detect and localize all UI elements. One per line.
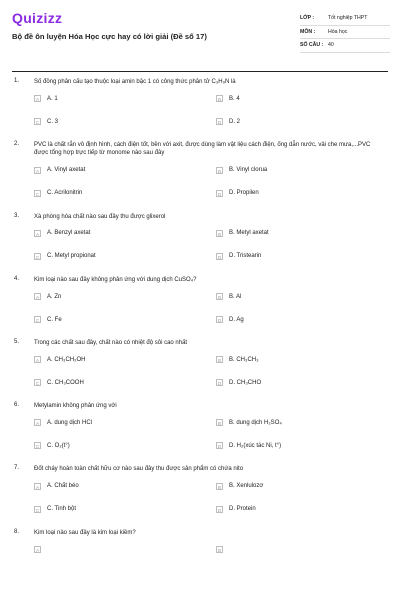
answer-row — [34, 353, 386, 366]
question-number: 6. — [14, 402, 20, 409]
option-letter-box: A — [35, 97, 40, 103]
question-number: 1. — [14, 78, 20, 84]
meta-key: SỐ CÂU : — [300, 42, 324, 49]
answer-row — [34, 313, 386, 326]
answer-row — [34, 187, 386, 200]
option-text: B. dung dịch H₂SO₄ — [229, 419, 282, 426]
question-stem: Metylamin không phản ứng với — [34, 403, 117, 410]
answer-options — [34, 543, 386, 556]
option-letter-box: B — [217, 547, 222, 553]
option-letter-box: B — [217, 97, 222, 103]
option-letter-box: B — [217, 231, 222, 237]
answer-option[interactable] — [204, 190, 386, 197]
meta-key: MÔN : — [300, 28, 316, 35]
option-text: B. CH₃CH₃ — [229, 356, 259, 363]
question-item — [14, 465, 386, 515]
answer-options — [34, 353, 386, 389]
option-text: B. 4 — [229, 95, 240, 102]
meta-row-subject — [300, 26, 390, 40]
question-item — [14, 339, 386, 389]
option-letter-box: C — [35, 381, 40, 387]
answer-option[interactable] — [34, 118, 204, 125]
answer-option[interactable] — [204, 95, 386, 102]
question-stem: PVC là chất rắn vô định hình, cách điện tốt, bền với axit, được dùng làm vật liệu cách điện, ống dẫn nước, vải che mưa,...PVC được tổng hợp trực tiếp từ monome nào sau đây — [34, 142, 371, 157]
option-text: D. 2 — [229, 118, 241, 125]
answer-option[interactable] — [204, 167, 386, 174]
option-text: C. Acrilonitrin — [47, 190, 83, 197]
option-text: A. Vinyl axetat — [47, 167, 86, 174]
option-text: B. Al — [229, 293, 242, 300]
question-stem: Kim loại nào sau đây là kim loại kiềm? — [34, 529, 136, 536]
answer-option[interactable] — [34, 379, 204, 386]
option-letter-box: B — [217, 168, 222, 174]
option-letter-box: D — [217, 381, 222, 387]
question-item — [14, 276, 386, 326]
answer-row — [34, 416, 386, 429]
option-letter-box: A — [35, 295, 40, 301]
question-stem: Trong các chất sau đây, chất nào có nhiệt độ sôi cao nhất — [34, 340, 188, 347]
question-number: 8. — [14, 528, 20, 535]
option-text: A. dung dịch HCl — [47, 419, 93, 426]
question-item — [14, 78, 386, 128]
option-letter-box: D — [217, 444, 222, 450]
answer-row — [34, 290, 386, 303]
answer-option[interactable] — [204, 316, 386, 323]
option-text: D. Protein — [229, 506, 256, 513]
answer-option[interactable] — [204, 118, 386, 125]
answer-option[interactable] — [204, 356, 386, 363]
question-item — [14, 402, 386, 452]
answer-row — [34, 227, 386, 240]
answer-option[interactable] — [204, 253, 386, 260]
meta-value: Hóa học — [328, 28, 348, 35]
option-letter-box: B — [217, 358, 222, 364]
answer-option[interactable] — [204, 506, 386, 513]
answer-option[interactable] — [34, 546, 204, 553]
answer-option[interactable] — [34, 442, 204, 449]
question-stem: Số đồng phân cấu tạo thuộc loại amin bậc 1 có công thức phân tử C₃H₉N là — [34, 79, 236, 85]
question-stem: Đốt cháy hoàn toàn chất hữu cơ nào sau đây thu được sản phẩm có chứa nito — [34, 466, 244, 473]
answer-row — [34, 439, 386, 452]
option-text: A. CH₃CH₂OH — [47, 356, 86, 363]
option-text: C. Metyl propionat — [47, 253, 96, 260]
question-number: 3. — [14, 212, 20, 219]
option-text: C. 3 — [47, 118, 59, 125]
option-text: D. Ag — [229, 316, 244, 323]
option-letter-box: A — [35, 484, 40, 490]
option-letter-box: A — [35, 168, 40, 174]
meta-value: Tốt nghiệp THPT — [328, 15, 368, 22]
option-text: D. H₂(xúc tác Ni, t°) — [229, 442, 282, 449]
option-letter-box: A — [35, 358, 40, 364]
option-text: D. CH₃CHO — [229, 379, 262, 386]
option-letter-box: D — [217, 254, 222, 260]
meta-value: 40 — [328, 42, 334, 49]
worksheet-meta — [300, 12, 390, 53]
answer-option[interactable] — [34, 316, 204, 323]
option-letter-box: D — [217, 120, 222, 126]
header-divider — [12, 71, 388, 72]
answer-options — [34, 480, 386, 516]
quizizz-logo: Quizizz — [12, 10, 63, 26]
answer-option[interactable] — [34, 506, 204, 513]
option-letter-box: D — [217, 191, 222, 197]
answer-option[interactable] — [204, 442, 386, 449]
answer-option[interactable] — [34, 230, 204, 237]
answer-options — [34, 416, 386, 452]
option-text: D. Tristearin — [229, 253, 262, 260]
option-text: C. Tinh bột — [47, 506, 77, 513]
answer-option[interactable] — [34, 293, 204, 300]
question-stem: Xà phòng hóa chất nào sau đây thu được glixerol — [34, 213, 166, 220]
option-letter-box: C — [35, 120, 40, 126]
question-number: 7. — [14, 465, 20, 472]
option-letter-box: A — [35, 231, 40, 237]
answer-option[interactable] — [204, 419, 386, 426]
option-letter-box: D — [217, 318, 222, 324]
option-text: A. Chất béo — [47, 483, 79, 490]
option-text: B. Xenlulozơ — [229, 483, 264, 490]
option-letter-box: A — [35, 547, 40, 553]
answer-option[interactable] — [34, 419, 204, 426]
answer-option[interactable] — [34, 253, 204, 260]
answer-option[interactable] — [204, 293, 386, 300]
option-letter-box: C — [35, 318, 40, 324]
meta-key: LỚP : — [300, 15, 315, 22]
answer-options — [34, 290, 386, 326]
option-letter-box: C — [35, 191, 40, 197]
question-item — [14, 529, 386, 556]
question-list — [0, 78, 400, 566]
option-letter-box: C — [35, 507, 40, 513]
worksheet-title: Bộ đề ôn luyện Hóa Học cực hay có lời giải (Đề số 17) — [12, 32, 207, 41]
option-text: B. Vinyl clorua — [229, 167, 268, 174]
option-text: A. 1 — [47, 95, 58, 102]
answer-option[interactable] — [204, 546, 386, 553]
answer-row — [34, 376, 386, 389]
answer-option[interactable] — [34, 356, 204, 363]
answer-option[interactable] — [34, 483, 204, 490]
answer-options — [34, 227, 386, 263]
option-letter-box: C — [35, 254, 40, 260]
answer-row — [34, 480, 386, 493]
option-text: D. Propilen — [229, 190, 259, 197]
question-number: 5. — [14, 339, 20, 346]
option-text: C. CH₃COOH — [47, 379, 84, 386]
answer-options — [34, 164, 386, 200]
worksheet-header — [0, 0, 400, 70]
answer-option[interactable] — [34, 167, 204, 174]
answer-option[interactable] — [204, 379, 386, 386]
option-letter-box: B — [217, 295, 222, 301]
answer-row — [34, 543, 386, 556]
answer-option[interactable] — [204, 230, 386, 237]
question-number: 4. — [14, 275, 20, 282]
question-number: 2. — [14, 141, 20, 148]
answer-option[interactable] — [34, 95, 204, 102]
answer-options — [34, 92, 386, 128]
option-text: B. Metyl axetat — [229, 230, 269, 237]
meta-row-class — [300, 12, 390, 26]
answer-row — [34, 92, 386, 105]
answer-option[interactable] — [34, 190, 204, 197]
question-stem: Kim loại nào sau đây không phản ứng với dung dịch CuSO₄? — [34, 276, 197, 283]
option-letter-box: B — [217, 484, 222, 490]
option-text: C. O₂(t°) — [47, 442, 70, 449]
question-item — [14, 141, 386, 199]
option-text: A. Zn — [47, 293, 62, 300]
answer-row — [34, 250, 386, 263]
option-letter-box: B — [217, 421, 222, 427]
question-item — [14, 213, 386, 263]
option-letter-box: A — [35, 421, 40, 427]
option-text: C. Fe — [47, 316, 62, 323]
meta-row-count — [300, 39, 390, 53]
option-text: A. Benzyl axetat — [47, 230, 91, 237]
option-letter-box: D — [217, 507, 222, 513]
answer-row — [34, 115, 386, 128]
option-letter-box: C — [35, 444, 40, 450]
answer-row — [34, 503, 386, 516]
answer-row — [34, 164, 386, 177]
answer-option[interactable] — [204, 483, 386, 490]
